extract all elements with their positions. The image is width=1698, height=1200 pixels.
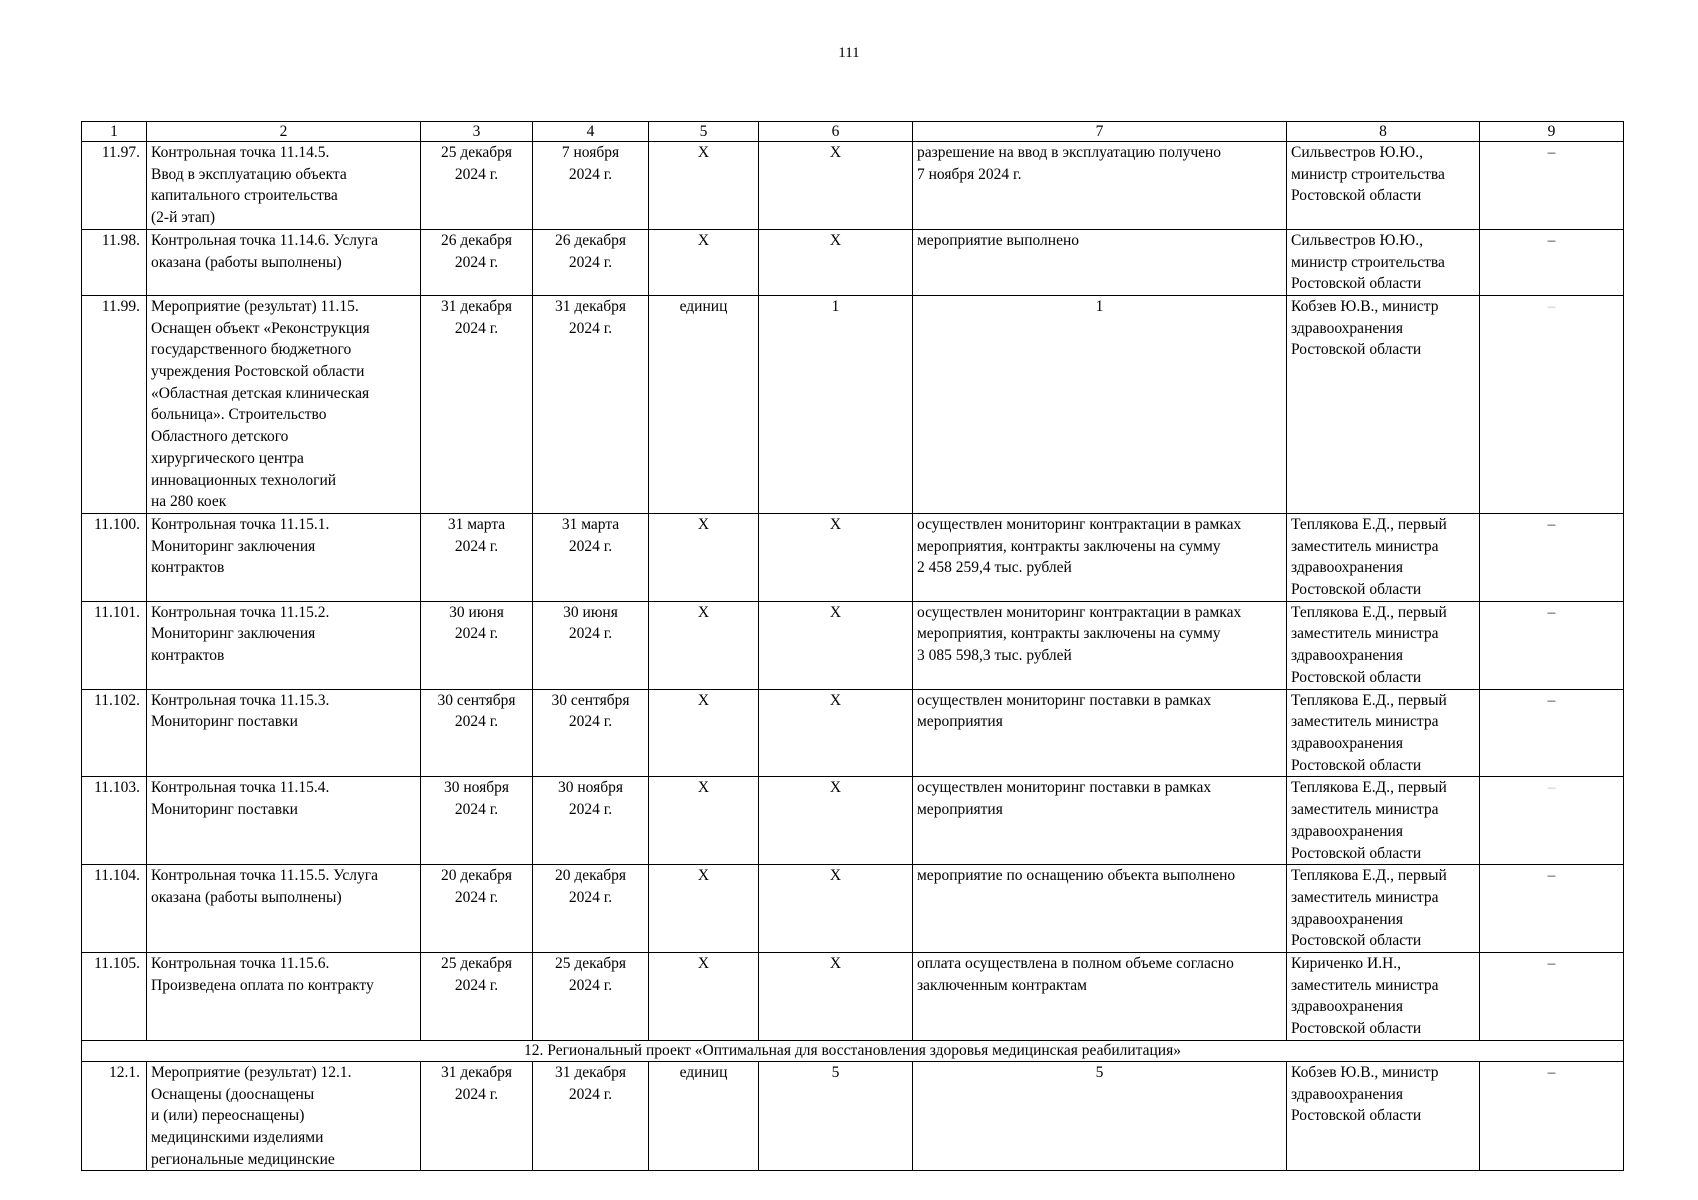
plan-date-cell: 30 сентября 2024 г. [421, 689, 533, 777]
column-number: 6 [759, 122, 913, 142]
row-number-cell: 11.104. [82, 865, 147, 953]
unit-cell: единиц [649, 1061, 759, 1171]
column-number: 5 [649, 122, 759, 142]
table-row [82, 295, 1624, 513]
fact-date-cell: 20 декабря 2024 г. [533, 865, 649, 953]
result-description-cell: мероприятие выполнено [913, 229, 1287, 295]
event-name-cell: Контрольная точка 11.15.1. Мониторинг заключения контрактов [147, 513, 421, 601]
row-number-cell: 11.100. [82, 513, 147, 601]
responsible-person-cell: Теплякова Е.Д., первый заместитель министра здравоохранения Ростовской области [1287, 689, 1480, 777]
plan-date-cell: 31 марта 2024 г. [421, 513, 533, 601]
row-number-cell: 11.103. [82, 777, 147, 865]
report-table [81, 121, 1624, 1171]
result-description-cell: осуществлен мониторинг контрактации в рамках мероприятия, контракты заключены на сумму 3 085 598,3 тыс. рублей [913, 601, 1287, 689]
note-dash: – [1547, 867, 1556, 885]
value-cell: Х [759, 513, 913, 601]
table-row [82, 689, 1624, 777]
note-dash: – [1547, 297, 1556, 315]
responsible-person-cell: Кобзев Ю.В., министр здравоохранения Ростовской области [1287, 295, 1480, 513]
plan-date-cell: 25 декабря 2024 г. [421, 953, 533, 1041]
table-row [82, 865, 1624, 953]
note-cell [1480, 229, 1624, 295]
table-body [82, 122, 1624, 1171]
note-cell [1480, 1061, 1624, 1171]
fact-date-cell: 26 декабря 2024 г. [533, 229, 649, 295]
note-dash: – [1547, 603, 1556, 621]
column-number: 7 [913, 122, 1287, 142]
responsible-person-cell: Кириченко И.Н., заместитель министра здравоохранения Ростовской области [1287, 953, 1480, 1041]
note-cell [1480, 865, 1624, 953]
column-number: 3 [421, 122, 533, 142]
value-cell: Х [759, 689, 913, 777]
value-cell: Х [759, 229, 913, 295]
plan-date-cell: 26 декабря 2024 г. [421, 229, 533, 295]
fact-date-cell: 30 ноября 2024 г. [533, 777, 649, 865]
column-number: 9 [1480, 122, 1624, 142]
table-row [82, 229, 1624, 295]
note-cell [1480, 953, 1624, 1041]
event-name-cell: Контрольная точка 11.14.5. Ввод в эксплуатацию объекта капитального строительства (2-й этап) [147, 142, 421, 230]
unit-cell: Х [649, 601, 759, 689]
responsible-person-cell: Теплякова Е.Д., первый заместитель министра здравоохранения Ростовской области [1287, 777, 1480, 865]
event-name-cell: Мероприятие (результат) 11.15. Оснащен объект «Реконструкция государственного бюджетного учреждения Ростовской области «Областная детская клиническая больница». Строительство Областного детского хирургического центра инновационных технологий на 280 коек [147, 295, 421, 513]
value-cell: 5 [759, 1061, 913, 1171]
page-number: 111 [838, 45, 860, 61]
note-cell [1480, 689, 1624, 777]
row-number-cell: 11.97. [82, 142, 147, 230]
fact-date-cell: 30 сентября 2024 г. [533, 689, 649, 777]
result-description-cell: осуществлен мониторинг поставки в рамках мероприятия [913, 777, 1287, 865]
table-row [82, 777, 1624, 865]
table-row [82, 142, 1624, 230]
note-dash: – [1547, 144, 1556, 161]
responsible-person-cell: Кобзев Ю.В., министр здравоохранения Ростовской области [1287, 1061, 1480, 1171]
event-name-cell: Мероприятие (результат) 12.1. Оснащены (дооснащены и (или) переоснащены) медицинскими изделиями региональные медицинские [147, 1061, 421, 1171]
unit-cell: Х [649, 865, 759, 953]
plan-date-cell: 30 ноября 2024 г. [421, 777, 533, 865]
result-description-cell: 1 [913, 295, 1287, 513]
section-title: 12. Региональный проект «Оптимальная для восстановления здоровья медицинская реабилитация» [82, 1040, 1624, 1061]
result-description-cell: разрешение на ввод в эксплуатацию получено 7 ноября 2024 г. [913, 142, 1287, 230]
value-cell: Х [759, 865, 913, 953]
responsible-person-cell: Теплякова Е.Д., первый заместитель министра здравоохранения Ростовской области [1287, 513, 1480, 601]
row-number-cell: 11.101. [82, 601, 147, 689]
note-cell [1480, 777, 1624, 865]
note-cell [1480, 601, 1624, 689]
responsible-person-cell: Теплякова Е.Д., первый заместитель министра здравоохранения Ростовской области [1287, 601, 1480, 689]
unit-cell: Х [649, 513, 759, 601]
plan-date-cell: 31 декабря 2024 г. [421, 295, 533, 513]
fact-date-cell: 30 июня 2024 г. [533, 601, 649, 689]
row-number-cell: 12.1. [82, 1061, 147, 1171]
event-name-cell: Контрольная точка 11.15.5. Услуга оказана (работы выполнены) [147, 865, 421, 953]
value-cell: Х [759, 953, 913, 1041]
row-number-cell: 11.99. [82, 295, 147, 513]
table-row [82, 953, 1624, 1041]
note-dash: – [1547, 779, 1556, 797]
unit-cell: Х [649, 777, 759, 865]
note-dash: – [1547, 515, 1556, 533]
plan-date-cell: 31 декабря 2024 г. [421, 1061, 533, 1171]
plan-date-cell: 25 декабря 2024 г. [421, 142, 533, 230]
fact-date-cell: 25 декабря 2024 г. [533, 953, 649, 1041]
event-name-cell: Контрольная точка 11.15.6. Произведена оплата по контракту [147, 953, 421, 1041]
row-number-cell: 11.98. [82, 229, 147, 295]
event-name-cell: Контрольная точка 11.15.2. Мониторинг заключения контрактов [147, 601, 421, 689]
result-description-cell: 5 [913, 1061, 1287, 1171]
unit-cell: Х [649, 142, 759, 230]
note-cell [1480, 295, 1624, 513]
fact-date-cell: 31 декабря 2024 г. [533, 1061, 649, 1171]
note-cell [1480, 513, 1624, 601]
table-row [82, 601, 1624, 689]
fact-date-cell: 31 марта 2024 г. [533, 513, 649, 601]
event-name-cell: Контрольная точка 11.15.4. Мониторинг поставки [147, 777, 421, 865]
result-description-cell: оплата осуществлена в полном объеме согласно заключенным контрактам [913, 953, 1287, 1041]
table-row [82, 513, 1624, 601]
plan-date-cell: 20 декабря 2024 г. [421, 865, 533, 953]
row-number-cell: 11.102. [82, 689, 147, 777]
value-cell: Х [759, 142, 913, 230]
column-number: 2 [147, 122, 421, 142]
unit-cell: единиц [649, 295, 759, 513]
note-dash: – [1547, 231, 1556, 249]
column-number: 8 [1287, 122, 1480, 142]
note-dash: – [1547, 1063, 1556, 1081]
result-description-cell: мероприятие по оснащению объекта выполнено [913, 865, 1287, 953]
note-dash: – [1547, 955, 1556, 973]
result-description-cell: осуществлен мониторинг поставки в рамках мероприятия [913, 689, 1287, 777]
plan-date-cell: 30 июня 2024 г. [421, 601, 533, 689]
unit-cell: Х [649, 953, 759, 1041]
responsible-person-cell: Сильвестров Ю.Ю., министр строительства Ростовской области [1287, 229, 1480, 295]
column-number: 4 [533, 122, 649, 142]
unit-cell: Х [649, 689, 759, 777]
result-description-cell: осуществлен мониторинг контрактации в рамках мероприятия, контракты заключены на сумму 2 458 259,4 тыс. рублей [913, 513, 1287, 601]
value-cell: Х [759, 777, 913, 865]
responsible-person-cell: Сильвестров Ю.Ю., министр строительства Ростовской области [1287, 142, 1480, 230]
section-row [82, 1040, 1624, 1061]
fact-date-cell: 31 декабря 2024 г. [533, 295, 649, 513]
note-dash: – [1547, 691, 1556, 709]
column-number-row [82, 122, 1624, 142]
event-name-cell: Контрольная точка 11.14.6. Услуга оказана (работы выполнены) [147, 229, 421, 295]
unit-cell: Х [649, 229, 759, 295]
table-row [82, 1061, 1624, 1171]
value-cell: 1 [759, 295, 913, 513]
fact-date-cell: 7 ноября 2024 г. [533, 142, 649, 230]
value-cell: Х [759, 601, 913, 689]
row-number-cell: 11.105. [82, 953, 147, 1041]
column-number: 1 [82, 122, 147, 142]
note-cell [1480, 142, 1624, 230]
responsible-person-cell: Теплякова Е.Д., первый заместитель министра здравоохранения Ростовской области [1287, 865, 1480, 953]
event-name-cell: Контрольная точка 11.15.3. Мониторинг поставки [147, 689, 421, 777]
